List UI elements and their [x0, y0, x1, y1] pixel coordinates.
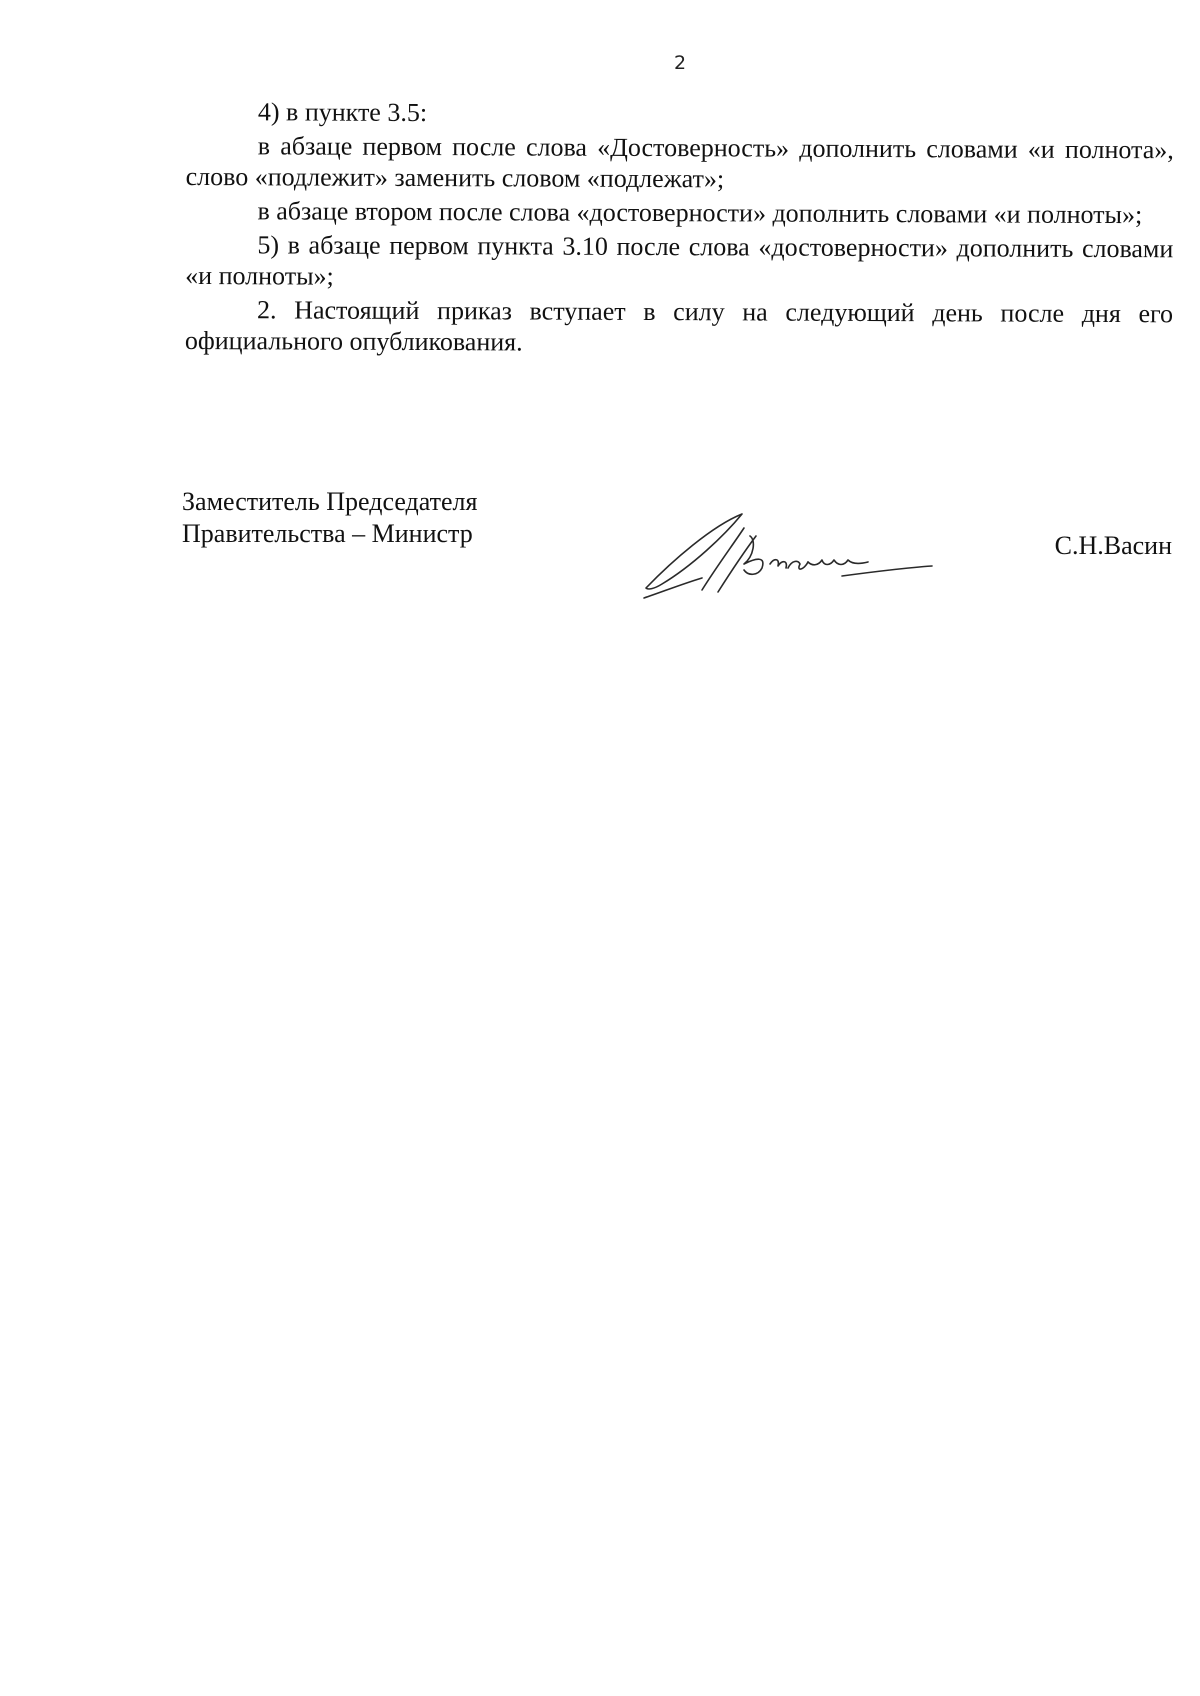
paragraph-first-abzac: в абзаце первом после слова «Достоверность» дополнить словами «и полнота», слово «подлежит» заменить словом «подлежат»;	[185, 131, 1174, 194]
signatory-name: С.Н.Васин	[1054, 531, 1172, 560]
signatory-title-line2: Правительства – Министр	[182, 519, 473, 548]
paragraph-item-4: 4) в пункте 3.5:	[257, 97, 428, 128]
signature-block	[182, 486, 1172, 606]
signatory-title-line1: Заместитель Председателя	[182, 487, 478, 516]
paragraph-second-abzac: в абзаце втором после слова «достоверности» дополнить словами «и полноты»;	[257, 196, 1143, 230]
handwritten-signature	[632, 506, 942, 606]
paragraph-effective-date: 2. Настоящий приказ вступает в силу на следующий день после дня его официального опубликования.	[184, 295, 1174, 357]
page-number: 2	[673, 52, 687, 74]
document-body	[185, 96, 1174, 363]
signatory-title	[182, 486, 477, 550]
paragraph-item-5: 5) в абзаце первом пункта 3.10 после слова «достоверности» дополнить словами «и полноты»;	[185, 230, 1174, 291]
